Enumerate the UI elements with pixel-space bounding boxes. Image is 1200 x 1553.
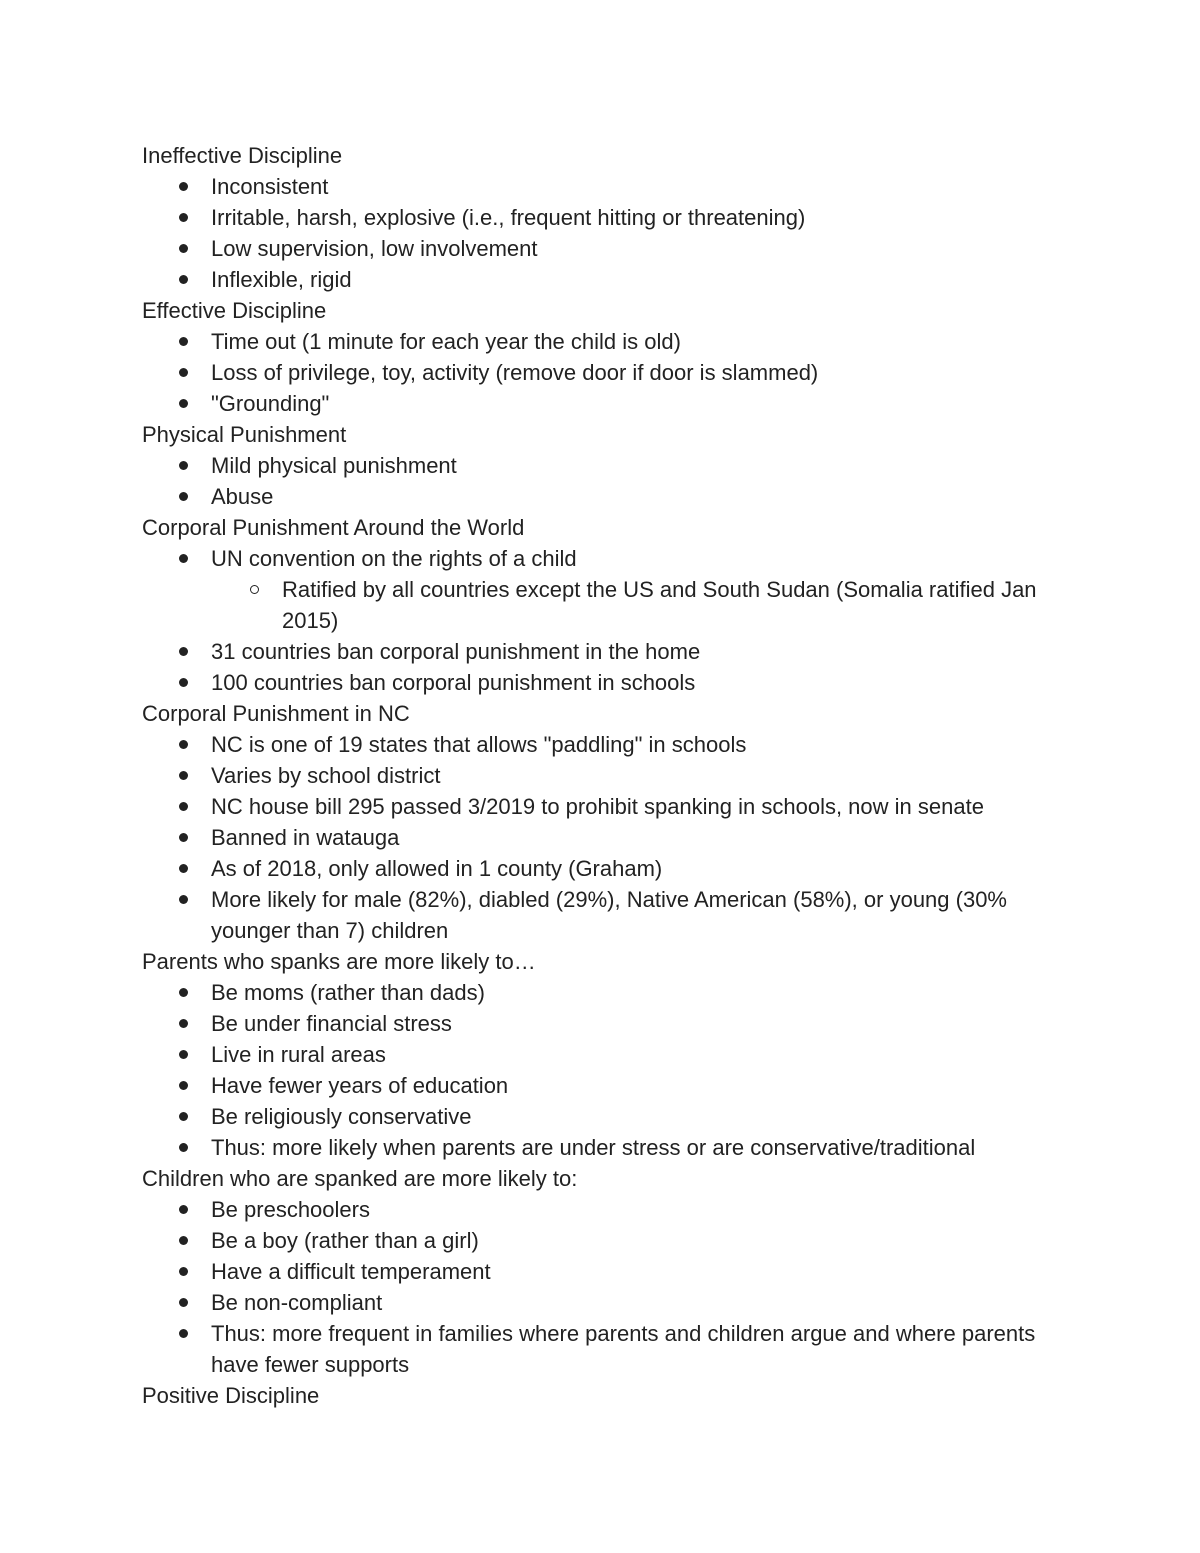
section-heading: Positive Discipline	[142, 1383, 320, 1408]
sub-list-item-text: Ratified by all countries except the US and South Sudan (Somalia ratified Jan 2015)	[282, 577, 1037, 633]
list-item-text: Low supervision, low involvement	[211, 236, 538, 261]
list-item	[211, 791, 1062, 822]
list-item	[211, 357, 1062, 388]
list-item	[211, 1070, 1062, 1101]
bullet-list	[142, 171, 1062, 295]
list-item-text: Banned in watauga	[211, 825, 400, 850]
list-item-text: Inflexible, rigid	[211, 267, 352, 292]
bullet-icon	[179, 895, 188, 904]
bullet-icon	[179, 988, 188, 997]
list-item-text: As of 2018, only allowed in 1 county (Graham)	[211, 856, 663, 881]
bullet-icon	[179, 647, 188, 656]
list-item	[211, 1008, 1062, 1039]
section-heading: Effective Discipline	[142, 298, 327, 323]
section-heading: Parents who spanks are more likely to…	[142, 949, 536, 974]
list-item-text: Abuse	[211, 484, 274, 509]
section-heading: Ineffective Discipline	[142, 143, 343, 168]
bullet-icon	[179, 492, 188, 501]
document-page	[142, 140, 1062, 1411]
list-item-text: Inconsistent	[211, 174, 329, 199]
list-item-text: "Grounding"	[211, 391, 330, 416]
list-item-text: Varies by school district	[211, 763, 441, 788]
bullet-icon	[179, 740, 188, 749]
bullet-icon	[179, 244, 188, 253]
list-item	[211, 1132, 1062, 1163]
list-item	[211, 760, 1062, 791]
section-heading: Children who are spanked are more likely to:	[142, 1166, 578, 1191]
bullet-icon	[179, 802, 188, 811]
section-corporal-punishment-world	[142, 512, 1062, 698]
list-item	[211, 450, 1062, 481]
list-item	[211, 1318, 1062, 1380]
list-item-text: Loss of privilege, toy, activity (remove door if door is slammed)	[211, 360, 819, 385]
list-item-text: NC is one of 19 states that allows "paddling" in schools	[211, 732, 747, 757]
list-item-text: Time out (1 minute for each year the child is old)	[211, 329, 681, 354]
list-item-text: Have a difficult temperament	[211, 1259, 491, 1284]
list-item-text: 100 countries ban corporal punishment in schools	[211, 670, 696, 695]
bullet-icon	[179, 275, 188, 284]
list-item-text: Mild physical punishment	[211, 453, 457, 478]
list-item-text: More likely for male (82%), diabled (29%), Native American (58%), or young (30% younger than 7) children	[211, 887, 1007, 943]
list-item-text: UN convention on the rights of a child	[211, 546, 577, 571]
bullet-icon	[179, 554, 188, 563]
list-item-text: Be a boy (rather than a girl)	[211, 1228, 479, 1253]
bullet-icon	[179, 213, 188, 222]
list-item-text: Have fewer years of education	[211, 1073, 509, 1098]
bullet-icon	[179, 1050, 188, 1059]
bullet-list	[142, 977, 1062, 1163]
list-item	[211, 977, 1062, 1008]
bullet-icon	[179, 1143, 188, 1152]
list-item	[211, 233, 1062, 264]
list-item	[211, 202, 1062, 233]
list-item	[211, 636, 1062, 667]
list-item	[211, 729, 1062, 760]
list-item	[211, 1256, 1062, 1287]
section-ineffective-discipline	[142, 140, 1062, 295]
bullet-icon	[179, 771, 188, 780]
list-item	[211, 1101, 1062, 1132]
list-item-text: Thus: more likely when parents are under stress or are conservative/traditional	[211, 1135, 976, 1160]
list-item	[211, 171, 1062, 202]
sub-list-item	[282, 574, 1062, 636]
list-item	[211, 853, 1062, 884]
bullet-icon	[179, 368, 188, 377]
list-item	[211, 1287, 1062, 1318]
bullet-icon	[179, 864, 188, 873]
section-parents-who-spank	[142, 946, 1062, 1163]
bullet-icon	[179, 1081, 188, 1090]
list-item-text: Irritable, harsh, explosive (i.e., frequent hitting or threatening)	[211, 205, 806, 230]
bullet-list	[142, 450, 1062, 512]
bullet-icon	[179, 833, 188, 842]
bullet-icon	[179, 678, 188, 687]
list-item	[211, 667, 1062, 698]
bullet-icon	[179, 461, 188, 470]
bullet-list	[142, 326, 1062, 419]
sub-bullet-list	[211, 574, 1062, 636]
list-item	[211, 264, 1062, 295]
bullet-icon	[179, 1329, 188, 1338]
list-item	[211, 1039, 1062, 1070]
section-positive-discipline	[142, 1380, 1062, 1411]
list-item-text: Thus: more frequent in families where parents and children argue and where parents have fewer supports	[211, 1321, 1036, 1377]
section-children-spanked	[142, 1163, 1062, 1380]
bullet-icon	[179, 337, 188, 346]
list-item-text: Be non-compliant	[211, 1290, 383, 1315]
bullet-icon	[179, 1267, 188, 1276]
list-item	[211, 884, 1062, 946]
hollow-bullet-icon	[250, 585, 259, 594]
list-item	[211, 388, 1062, 419]
list-item-text: NC house bill 295 passed 3/2019 to prohibit spanking in schools, now in senate	[211, 794, 984, 819]
section-physical-punishment	[142, 419, 1062, 512]
bullet-icon	[179, 1298, 188, 1307]
bullet-list	[142, 543, 1062, 698]
list-item-text: Be preschoolers	[211, 1197, 370, 1222]
bullet-icon	[179, 399, 188, 408]
bullet-icon	[179, 1112, 188, 1121]
list-item	[211, 543, 1062, 636]
bullet-icon	[179, 182, 188, 191]
list-item	[211, 326, 1062, 357]
list-item	[211, 481, 1062, 512]
list-item	[211, 1225, 1062, 1256]
bullet-icon	[179, 1236, 188, 1245]
section-heading: Corporal Punishment Around the World	[142, 515, 525, 540]
list-item-text: Be religiously conservative	[211, 1104, 472, 1129]
section-heading: Corporal Punishment in NC	[142, 701, 410, 726]
list-item	[211, 822, 1062, 853]
list-item-text: Live in rural areas	[211, 1042, 386, 1067]
list-item-text: 31 countries ban corporal punishment in the home	[211, 639, 701, 664]
list-item-text: Be moms (rather than dads)	[211, 980, 485, 1005]
section-effective-discipline	[142, 295, 1062, 419]
bullet-icon	[179, 1205, 188, 1214]
bullet-list	[142, 729, 1062, 946]
section-heading: Physical Punishment	[142, 422, 347, 447]
list-item-text: Be under financial stress	[211, 1011, 452, 1036]
section-corporal-punishment-nc	[142, 698, 1062, 946]
list-item	[211, 1194, 1062, 1225]
bullet-list	[142, 1194, 1062, 1380]
bullet-icon	[179, 1019, 188, 1028]
